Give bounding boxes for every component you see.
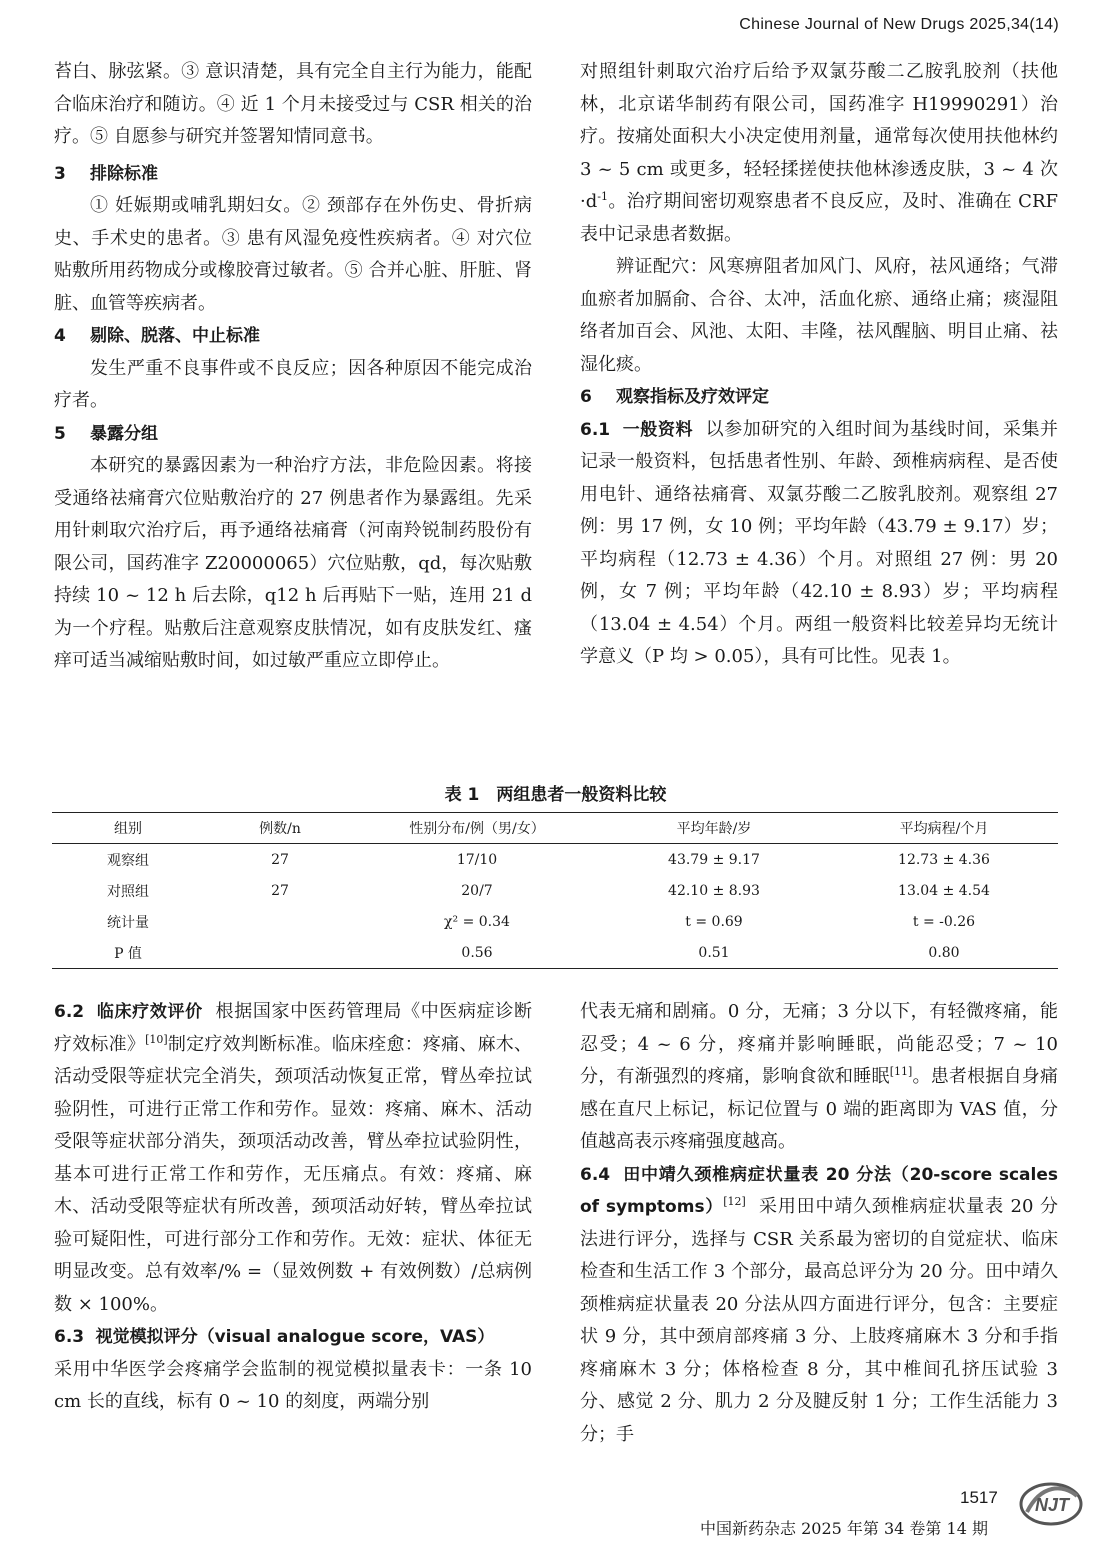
table-row	[52, 844, 1058, 876]
column-header: 平均年龄/岁	[598, 813, 830, 844]
table-cell: χ² = 0.34	[444, 913, 510, 930]
table-cell: 20/7	[461, 882, 493, 899]
section-heading: 5 暴露分组	[54, 423, 158, 444]
table-cell: t = 0.69	[685, 913, 743, 930]
paragraph: 对照组针刺取穴治疗后给予双氯芬酸二乙胺乳胶剂（扶他林，北京诺华制药有限公司，国药准字 H19990291）治疗。按痛处面积大小决定使用剂量，通常每次使用扶他林约 3 ~ 5 cm 或更多，轻轻揉搓使扶他林渗透皮肤，3 ~ 4 次$\cdot d^{-1}$。治疗期间密切观察患者不良反应，及时、准确在 CRF 表中记录患者数据。	[580, 61, 1058, 245]
column-header: 性别分布/例（男/女）	[356, 813, 598, 844]
table-cell: 17/10	[456, 851, 498, 868]
table-cell	[204, 906, 356, 937]
table-cell: 0.80	[830, 937, 1058, 969]
table-cell: 统计量	[107, 914, 149, 931]
journal-footer: 中国新药杂志 2025 年第 34 卷第 14 期	[700, 1519, 988, 1538]
table-cell: 27	[271, 851, 289, 868]
table-row	[52, 906, 1058, 937]
section-heading: 4 剔除、脱落、中止标准	[54, 326, 260, 346]
paragraph: 代表无痛和剧痛。0 分，无痛；3 分以下，有轻微疼痛，能忍受；4 ~ 6 分，疼痛并影响睡眠，尚能忍受；7 ~ 10 分，有渐强烈的疼痛，影响食欲和睡眠[11]。患者根据自身痛感在直尺上标记，标记位置与 0 端的距离即为 VAS 值，分值越高表示疼痛强度越高。	[580, 1001, 1059, 1152]
column-header: 平均病程/个月	[830, 813, 1058, 844]
table-cell: P 值	[52, 937, 204, 969]
table-header-row	[52, 813, 1058, 844]
paragraph: 采用中华医学会疼痛学会监制的视觉模拟量表卡：一条 10 cm 长的直线，标有 0 ~ 10 的刻度，两端分别	[54, 1358, 532, 1412]
right-column-bottom	[580, 996, 1058, 1451]
paragraph: ① 妊娠期或哺乳期妇女。② 颈部存在外伤史、骨折病史、手术史的患者。③ 患有风湿免疫性疾病者。④ 对穴位贴敷所用药物成分或橡胶膏过敏者。⑤ 合并心脏、肝脏、肾脏、血管等疾病者。	[54, 195, 532, 314]
right-column-top	[580, 56, 1058, 674]
column-header: 例数/n	[204, 813, 356, 844]
subsection-heading: 6.3 视觉模拟评分（visual analogue score，VAS）	[54, 1327, 495, 1347]
table-cell: 观察组	[107, 852, 149, 869]
running-header: Chinese Journal of New Drugs 2025,34(14)	[739, 16, 1059, 33]
table-cell: 27	[271, 882, 289, 899]
paragraph: 本研究的暴露因素为一种治疗方法，非危险因素。将接受通络祛痛膏穴位贴敷治疗的 27 例患者作为暴露组。先采用针刺取穴治疗后，再予通络祛痛膏（河南羚锐制药股份有限公司，国药准字 Z20000065）穴位贴敷，qd，每次贴敷持续 10 ~ 12 h 后去除，q12 h 后再贴下一贴，连用 21 d 为一个疗程。贴敷后注意观察皮肤情况，如有皮肤发红、瘙痒可适当减缩贴敷时间，如过敏严重应立即停止。	[54, 455, 532, 671]
paragraph: 辨证配穴：风寒痹阻者加风门、风府，祛风通络；气滞血瘀者加膈俞、合谷、太冲，活血化瘀、通络止痛；痰湿阻络者加百会、风池、太阳、丰隆，祛风醒脑、明目止痛、祛湿化痰。	[580, 256, 1058, 375]
section-heading: 6 观察指标及疗效评定	[580, 387, 769, 407]
paragraph: 发生严重不良事件或不良反应；因各种原因不能完成治疗者。	[54, 357, 532, 411]
svg-text:NJT: NJT	[1035, 1495, 1070, 1515]
section-heading: 3 排除标准	[54, 163, 158, 184]
table-cell: 0.56	[356, 937, 598, 969]
table-row	[52, 937, 1058, 969]
paragraph: 6.1 一般资料 以参加研究的入组时间为基线时间，采集并记录一般资料，包括患者性别、年龄、颈椎病病程、是否使用电针、通络祛痛膏、双氯芬酸二乙胺乳胶剂。观察组 27 例：男 17 例，女 10 例；平均年龄（43.79 ± 9.17）岁；平均病程（12.73 ± 4.36）个月。对照组 27 例：男 20 例，女 7 例；平均年龄（42.10 ± 8.93）岁；平均病程（13.04 ± 4.54）个月。两组一般资料比较差异均无统计学意义（P 均 > 0.05），具有可比性。见表 1。	[580, 418, 1059, 667]
table-cell: 0.51	[598, 937, 830, 969]
table-cell: 13.04 ± 4.54	[898, 882, 990, 899]
table-row	[52, 875, 1058, 906]
paragraph: 6.4 田中靖久颈椎病症状量表 20 分法（20-score scales of symptoms）[12] 采用田中靖久颈椎病症状量表 20 分法进行评分，选择与 CSR 关系最为密切的自觉症状、临床检查和生活工作 3 个部分，最高总评分为 20 分。田中靖久颈椎病症状量表 20 分法从四方面进行评分，包含：主要症状 9 分，其中颈肩部疼痛 3 分、上肢疼痛麻木 3 分和手指疼痛麻木 3 分；体格检查 8 分，其中椎间孔挤压试验 3 分、感觉 2 分、肌力 2 分及腱反射 1 分；工作生活能力 3 分；手	[580, 1164, 1058, 1445]
table-title: 表 1 两组患者一般资料比较	[444, 785, 667, 805]
table-cell: t = -0.26	[912, 913, 976, 930]
table-cell: 42.10 ± 8.93	[668, 882, 760, 899]
left-column-bottom	[54, 996, 532, 1419]
table-cell: 对照组	[107, 883, 149, 900]
page-number: 1517	[960, 1488, 998, 1507]
table-cell	[204, 937, 356, 969]
paragraph: 苔白、脉弦紧。③ 意识清楚，具有完全自主行为能力，能配合临床治疗和随访。④ 近 1 个月未接受过与 CSR 相关的治疗。⑤ 自愿参与研究并签署知情同意书。	[54, 61, 532, 147]
table-cell: 12.73 ± 4.36	[898, 851, 990, 868]
paragraph: 6.2 临床疗效评价 根据国家中医药管理局《中医病症诊断疗效标准》[10]制定疗效判断标准。临床痊愈：疼痛、麻木、活动受限等症状完全消失，颈项活动恢复正常，臂丛牵拉试验阴性，可进行正常工作和劳作。显效：疼痛、麻木、活动受限等症状部分消失，颈项活动改善，臂丛牵拉试验阴性，基本可进行正常工作和劳作，无压痛点。有效：疼痛、麻木、活动受限等症状有所改善，颈项活动好转，臂丛牵拉试验可疑阳性，可进行部分工作和劳作。无效：症状、体征无明显改变。总有效率/% =（显效例数 + 有效例数）/总病例数 × 100%。	[54, 1001, 533, 1315]
data-table	[52, 812, 1058, 969]
left-column-top	[54, 56, 532, 678]
table-cell: 43.79 ± 9.17	[668, 851, 760, 868]
column-header: 组别	[52, 813, 204, 844]
journal-logo-icon	[1013, 1478, 1085, 1528]
